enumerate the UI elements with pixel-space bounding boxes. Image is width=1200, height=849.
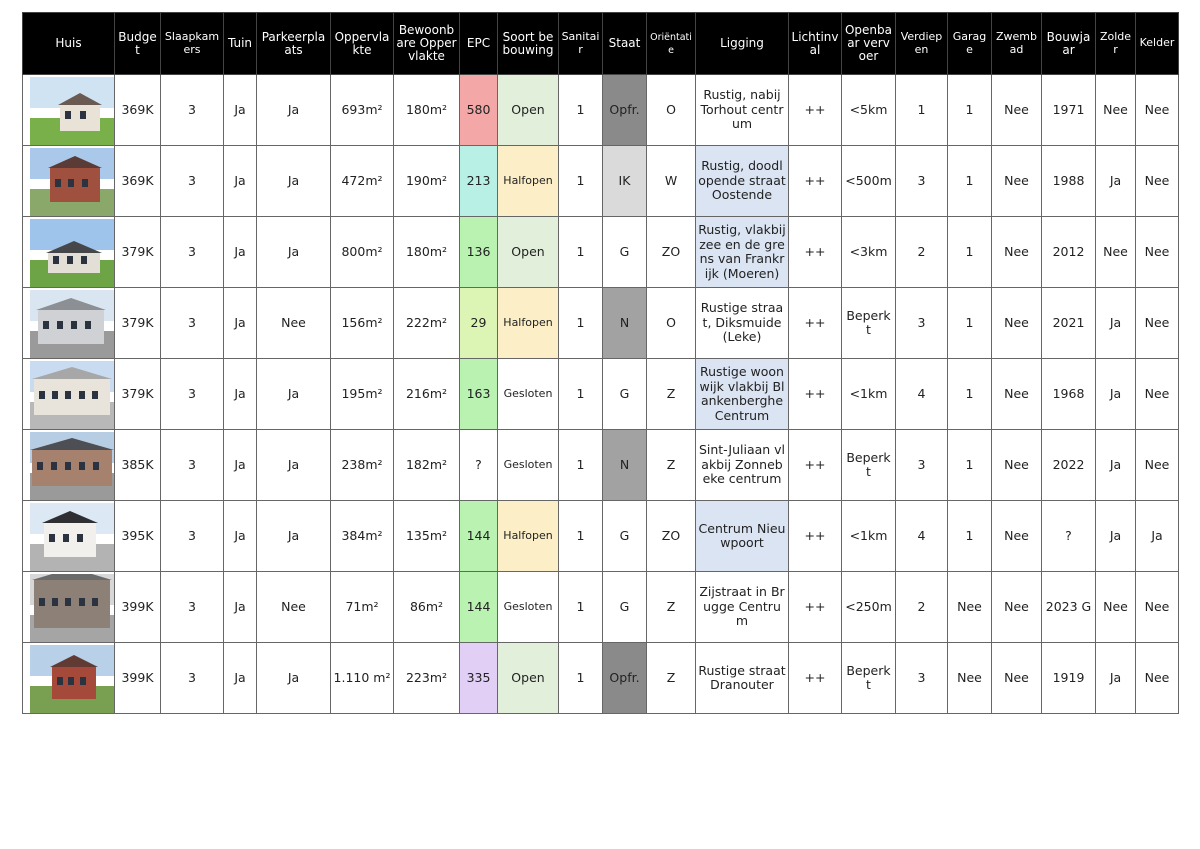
white-house-photo[interactable]	[30, 503, 114, 571]
openbaar-vervoer-cell: Beperkt	[842, 643, 896, 714]
staat-cell: G	[603, 501, 647, 572]
new-townhouse-photo[interactable]	[30, 432, 114, 500]
photo-building	[34, 580, 110, 628]
zwembad-cell: Nee	[992, 146, 1042, 217]
photo-window	[79, 391, 85, 399]
bouwjaar-cell: ?	[1042, 501, 1096, 572]
kelder-cell: Nee	[1136, 75, 1179, 146]
epc-cell: 136	[460, 217, 498, 288]
sanitair-cell: 1	[559, 572, 603, 643]
photo-window	[63, 534, 69, 542]
orientatie-cell: ZO	[647, 217, 696, 288]
photo-window	[79, 462, 85, 470]
photo-window	[65, 462, 71, 470]
photo-window	[52, 391, 58, 399]
house-photo-cell	[23, 75, 115, 146]
table-row[interactable]	[23, 75, 1179, 146]
header-bewoonbare-oppervlakte[interactable]: Bewoonbare Oppervlakte	[394, 13, 460, 75]
staat-cell: G	[603, 359, 647, 430]
orientatie-cell: O	[647, 75, 696, 146]
tuin-cell: Ja	[224, 430, 257, 501]
openbaar-vervoer-cell: <1km	[842, 359, 896, 430]
zolder-cell: Ja	[1096, 359, 1136, 430]
bewoonbare-oppervlakte-cell: 86m²	[394, 572, 460, 643]
parkeerplaats-cell: Nee	[257, 572, 331, 643]
header-tuin[interactable]: Tuin	[224, 13, 257, 75]
header-huis[interactable]: Huis	[23, 13, 115, 75]
lichtinval-cell: ++	[789, 75, 842, 146]
red-brick-villa-photo[interactable]	[30, 645, 114, 713]
zolder-cell: Nee	[1096, 572, 1136, 643]
parkeerplaats-cell: Ja	[257, 75, 331, 146]
parkeerplaats-cell: Ja	[257, 146, 331, 217]
verdiepen-cell: 3	[896, 643, 948, 714]
tuin-cell: Ja	[224, 359, 257, 430]
bewoonbare-oppervlakte-cell: 180m²	[394, 75, 460, 146]
bouwjaar-cell: 1971	[1042, 75, 1096, 146]
kelder-cell: Nee	[1136, 288, 1179, 359]
soort-bebouwing-cell: Gesloten	[498, 572, 559, 643]
photo-window	[82, 179, 88, 187]
garage-cell: 1	[948, 217, 992, 288]
lichtinval-cell: ++	[789, 359, 842, 430]
parkeerplaats-cell: Ja	[257, 643, 331, 714]
zolder-cell: Nee	[1096, 217, 1136, 288]
photo-window	[37, 462, 43, 470]
header-garage[interactable]: Garage	[948, 13, 992, 75]
kelder-cell: Nee	[1136, 146, 1179, 217]
openbaar-vervoer-cell: <250m	[842, 572, 896, 643]
bouwjaar-cell: 2022	[1042, 430, 1096, 501]
photo-roof	[30, 438, 114, 450]
sanitair-cell: 1	[559, 217, 603, 288]
lichtinval-cell: ++	[789, 643, 842, 714]
lichtinval-cell: ++	[789, 430, 842, 501]
table-row[interactable]	[23, 359, 1179, 430]
header-parkeerplaats[interactable]: Parkeerplaats	[257, 13, 331, 75]
soort-bebouwing-cell: Halfopen	[498, 146, 559, 217]
oppervlakte-cell: 71m²	[331, 572, 394, 643]
zwembad-cell: Nee	[992, 288, 1042, 359]
epc-cell: 144	[460, 501, 498, 572]
bewoonbare-oppervlakte-cell: 222m²	[394, 288, 460, 359]
soort-bebouwing-cell: Open	[498, 643, 559, 714]
soort-bebouwing-cell: Gesloten	[498, 430, 559, 501]
orientatie-cell: ZO	[647, 501, 696, 572]
verdiepen-cell: 2	[896, 217, 948, 288]
verdiepen-cell: 3	[896, 430, 948, 501]
header-openbaar-vervoer[interactable]: Openbaar vervoer	[842, 13, 896, 75]
oppervlakte-cell: 693m²	[331, 75, 394, 146]
garage-cell: 1	[948, 146, 992, 217]
oppervlakte-cell: 800m²	[331, 217, 394, 288]
photo-roof	[46, 241, 102, 253]
zolder-cell: Ja	[1096, 430, 1136, 501]
zwembad-cell: Nee	[992, 217, 1042, 288]
house-photo-cell	[23, 430, 115, 501]
zolder-cell: Nee	[1096, 75, 1136, 146]
photo-window	[80, 111, 86, 119]
sanitair-cell: 1	[559, 430, 603, 501]
sanitair-cell: 1	[559, 643, 603, 714]
villa-field-photo[interactable]	[30, 219, 114, 287]
zolder-cell: Ja	[1096, 146, 1136, 217]
orientatie-cell: Z	[647, 643, 696, 714]
photo-window	[39, 391, 45, 399]
ligging-cell: Zijstraat in Brugge Centrum	[696, 572, 789, 643]
ligging-cell: Sint-Juliaan vlakbij Zonnebeke centrum	[696, 430, 789, 501]
parkeerplaats-cell: Ja	[257, 501, 331, 572]
table-row[interactable]	[23, 146, 1179, 217]
house-photo-cell	[23, 572, 115, 643]
staat-cell: N	[603, 288, 647, 359]
soort-bebouwing-cell: Halfopen	[498, 288, 559, 359]
photo-window	[67, 256, 73, 264]
parkeerplaats-cell: Ja	[257, 217, 331, 288]
staat-cell: G	[603, 572, 647, 643]
header-zolder[interactable]: Zolder	[1096, 13, 1136, 75]
photo-roof	[36, 298, 106, 310]
verdiepen-cell: 3	[896, 288, 948, 359]
budget-cell: 395K	[115, 501, 161, 572]
soort-bebouwing-cell: Open	[498, 75, 559, 146]
parkeerplaats-cell: Ja	[257, 359, 331, 430]
garage-cell: 1	[948, 288, 992, 359]
kelder-cell: Nee	[1136, 430, 1179, 501]
slaapkamers-cell: 3	[161, 430, 224, 501]
garage-cell: 1	[948, 75, 992, 146]
kelder-cell: Nee	[1136, 643, 1179, 714]
kelder-cell: Nee	[1136, 572, 1179, 643]
oppervlakte-cell: 472m²	[331, 146, 394, 217]
photo-window	[92, 391, 98, 399]
tuin-cell: Ja	[224, 75, 257, 146]
house-photo-cell	[23, 217, 115, 288]
lichtinval-cell: ++	[789, 501, 842, 572]
budget-cell: 379K	[115, 217, 161, 288]
staat-cell: G	[603, 217, 647, 288]
slaapkamers-cell: 3	[161, 643, 224, 714]
photo-window	[77, 534, 83, 542]
garage-cell: 1	[948, 501, 992, 572]
header-ligging[interactable]: Ligging	[696, 13, 789, 75]
house-comparison-table	[22, 12, 1179, 714]
sanitair-cell: 1	[559, 501, 603, 572]
photo-window	[51, 462, 57, 470]
photo-window	[71, 321, 77, 329]
ligging-cell: Rustig, vlakbij zee en de grens van Frankrijk (Moeren)	[696, 217, 789, 288]
photo-window	[43, 321, 49, 329]
sanitair-cell: 1	[559, 288, 603, 359]
epc-cell: 163	[460, 359, 498, 430]
garage-cell: Nee	[948, 572, 992, 643]
header-bouwjaar[interactable]: Bouwjaar	[1042, 13, 1096, 75]
old-facade-photo[interactable]	[30, 574, 114, 642]
tuin-cell: Ja	[224, 217, 257, 288]
table-row[interactable]	[23, 501, 1179, 572]
budget-cell: 399K	[115, 643, 161, 714]
garage-cell: Nee	[948, 643, 992, 714]
soort-bebouwing-cell: Gesloten	[498, 359, 559, 430]
slaapkamers-cell: 3	[161, 359, 224, 430]
bewoonbare-oppervlakte-cell: 180m²	[394, 217, 460, 288]
bewoonbare-oppervlakte-cell: 223m²	[394, 643, 460, 714]
sanitair-cell: 1	[559, 359, 603, 430]
photo-window	[93, 462, 99, 470]
openbaar-vervoer-cell: <1km	[842, 501, 896, 572]
header-staat[interactable]: Staat	[603, 13, 647, 75]
table-row[interactable]	[23, 643, 1179, 714]
kelder-cell: Nee	[1136, 217, 1179, 288]
header-zwembad[interactable]: Zwembad	[992, 13, 1042, 75]
slaapkamers-cell: 3	[161, 75, 224, 146]
ligging-cell: Rustig, doodlopende straat Oostende	[696, 146, 789, 217]
kelder-cell: Nee	[1136, 359, 1179, 430]
bouwjaar-cell: 1968	[1042, 359, 1096, 430]
bewoonbare-oppervlakte-cell: 216m²	[394, 359, 460, 430]
photo-window	[81, 256, 87, 264]
zolder-cell: Ja	[1096, 643, 1136, 714]
header-epc[interactable]: EPC	[460, 13, 498, 75]
header-orientatie[interactable]: Oriëntatie	[647, 13, 696, 75]
table-row[interactable]	[23, 572, 1179, 643]
bouwjaar-cell: 2012	[1042, 217, 1096, 288]
house-photo-cell	[23, 288, 115, 359]
slaapkamers-cell: 3	[161, 217, 224, 288]
sanitair-cell: 1	[559, 75, 603, 146]
photo-roof	[42, 511, 98, 523]
tuin-cell: Ja	[224, 146, 257, 217]
epc-cell: 29	[460, 288, 498, 359]
parkeerplaats-cell: Nee	[257, 288, 331, 359]
house-photo-cell	[23, 501, 115, 572]
row-house-photo[interactable]	[30, 361, 114, 429]
header-row	[23, 13, 1179, 75]
ligging-cell: Rustige straat, Diksmuide (Leke)	[696, 288, 789, 359]
table-row[interactable]	[23, 288, 1179, 359]
header-kelder[interactable]: Kelder	[1136, 13, 1179, 75]
openbaar-vervoer-cell: <3km	[842, 217, 896, 288]
verdiepen-cell: 4	[896, 359, 948, 430]
slaapkamers-cell: 3	[161, 572, 224, 643]
house-photo-cell	[23, 359, 115, 430]
tuin-cell: Ja	[224, 288, 257, 359]
oppervlakte-cell: 1.110 m²	[331, 643, 394, 714]
soort-bebouwing-cell: Open	[498, 217, 559, 288]
kelder-cell: Ja	[1136, 501, 1179, 572]
photo-window	[57, 677, 63, 685]
house-photo-cell	[23, 146, 115, 217]
lichtinval-cell: ++	[789, 288, 842, 359]
orientatie-cell: W	[647, 146, 696, 217]
budget-cell: 379K	[115, 359, 161, 430]
epc-cell: 213	[460, 146, 498, 217]
budget-cell: 369K	[115, 146, 161, 217]
photo-roof	[58, 93, 102, 105]
verdiepen-cell: 1	[896, 75, 948, 146]
orientatie-cell: Z	[647, 572, 696, 643]
header-soort-bebouwing[interactable]: Soort bebouwing	[498, 13, 559, 75]
lichtinval-cell: ++	[789, 146, 842, 217]
orientatie-cell: O	[647, 288, 696, 359]
header-oppervlakte[interactable]: Oppervlakte	[331, 13, 394, 75]
photo-window	[52, 598, 58, 606]
photo-window	[79, 598, 85, 606]
tuin-cell: Ja	[224, 501, 257, 572]
photo-window	[39, 598, 45, 606]
epc-cell: 580	[460, 75, 498, 146]
soort-bebouwing-cell: Halfopen	[498, 501, 559, 572]
tuin-cell: Ja	[224, 572, 257, 643]
verdiepen-cell: 4	[896, 501, 948, 572]
zwembad-cell: Nee	[992, 359, 1042, 430]
photo-window	[92, 598, 98, 606]
photo-building	[34, 379, 110, 415]
photo-roof	[32, 574, 112, 580]
bewoonbare-oppervlakte-cell: 190m²	[394, 146, 460, 217]
lichtinval-cell: ++	[789, 217, 842, 288]
photo-roof	[50, 655, 98, 667]
house-photo-cell	[23, 643, 115, 714]
photo-window	[53, 256, 59, 264]
verdiepen-cell: 3	[896, 146, 948, 217]
slaapkamers-cell: 3	[161, 501, 224, 572]
modern-house-photo[interactable]	[30, 290, 114, 358]
header-lichtinval[interactable]: Lichtinval	[789, 13, 842, 75]
tuin-cell: Ja	[224, 643, 257, 714]
bouwjaar-cell: 1988	[1042, 146, 1096, 217]
photo-window	[68, 677, 74, 685]
photo-roof	[32, 367, 112, 379]
photo-window	[55, 179, 61, 187]
ligging-cell: Rustige woonwijk vlakbij Blankenberghe Centrum	[696, 359, 789, 430]
zwembad-cell: Nee	[992, 501, 1042, 572]
photo-building	[32, 450, 112, 486]
header-budget[interactable]: Budget	[115, 13, 161, 75]
bewoonbare-oppervlakte-cell: 135m²	[394, 501, 460, 572]
orientatie-cell: Z	[647, 430, 696, 501]
oppervlakte-cell: 156m²	[331, 288, 394, 359]
openbaar-vervoer-cell: Beperkt	[842, 288, 896, 359]
ligging-cell: Centrum Nieuwpoort	[696, 501, 789, 572]
zwembad-cell: Nee	[992, 75, 1042, 146]
photo-window	[57, 321, 63, 329]
photo-window	[85, 321, 91, 329]
staat-cell: Opfr.	[603, 75, 647, 146]
epc-cell: ?	[460, 430, 498, 501]
parkeerplaats-cell: Ja	[257, 430, 331, 501]
photo-window	[49, 534, 55, 542]
bouwjaar-cell: 2023 G	[1042, 572, 1096, 643]
brick-house-photo[interactable]	[30, 148, 114, 216]
budget-cell: 385K	[115, 430, 161, 501]
photo-window	[68, 179, 74, 187]
bouwjaar-cell: 2021	[1042, 288, 1096, 359]
photo-window	[65, 391, 71, 399]
garage-cell: 1	[948, 359, 992, 430]
slaapkamers-cell: 3	[161, 288, 224, 359]
budget-cell: 379K	[115, 288, 161, 359]
oppervlakte-cell: 384m²	[331, 501, 394, 572]
openbaar-vervoer-cell: Beperkt	[842, 430, 896, 501]
zwembad-cell: Nee	[992, 430, 1042, 501]
sanitair-cell: 1	[559, 146, 603, 217]
budget-cell: 369K	[115, 75, 161, 146]
zolder-cell: Ja	[1096, 501, 1136, 572]
photo-roof	[48, 156, 102, 168]
staat-cell: IK	[603, 146, 647, 217]
epc-cell: 335	[460, 643, 498, 714]
aerial-house-photo[interactable]	[30, 77, 114, 145]
staat-cell: N	[603, 430, 647, 501]
budget-cell: 399K	[115, 572, 161, 643]
orientatie-cell: Z	[647, 359, 696, 430]
header-slaapkamers[interactable]: Slaapkamers	[161, 13, 224, 75]
table-row[interactable]	[23, 217, 1179, 288]
epc-cell: 144	[460, 572, 498, 643]
openbaar-vervoer-cell: <500m	[842, 146, 896, 217]
zwembad-cell: Nee	[992, 643, 1042, 714]
ligging-cell: Rustig, nabij Torhout centrum	[696, 75, 789, 146]
openbaar-vervoer-cell: <5km	[842, 75, 896, 146]
table-row[interactable]	[23, 430, 1179, 501]
bouwjaar-cell: 1919	[1042, 643, 1096, 714]
oppervlakte-cell: 195m²	[331, 359, 394, 430]
oppervlakte-cell: 238m²	[331, 430, 394, 501]
zwembad-cell: Nee	[992, 572, 1042, 643]
ligging-cell: Rustige straat Dranouter	[696, 643, 789, 714]
photo-window	[80, 677, 86, 685]
lichtinval-cell: ++	[789, 572, 842, 643]
slaapkamers-cell: 3	[161, 146, 224, 217]
staat-cell: Opfr.	[603, 643, 647, 714]
zolder-cell: Ja	[1096, 288, 1136, 359]
header-sanitair[interactable]: Sanitair	[559, 13, 603, 75]
garage-cell: 1	[948, 430, 992, 501]
photo-window	[65, 598, 71, 606]
header-verdiepen[interactable]: Verdiepen	[896, 13, 948, 75]
bewoonbare-oppervlakte-cell: 182m²	[394, 430, 460, 501]
verdiepen-cell: 2	[896, 572, 948, 643]
photo-window	[65, 111, 71, 119]
